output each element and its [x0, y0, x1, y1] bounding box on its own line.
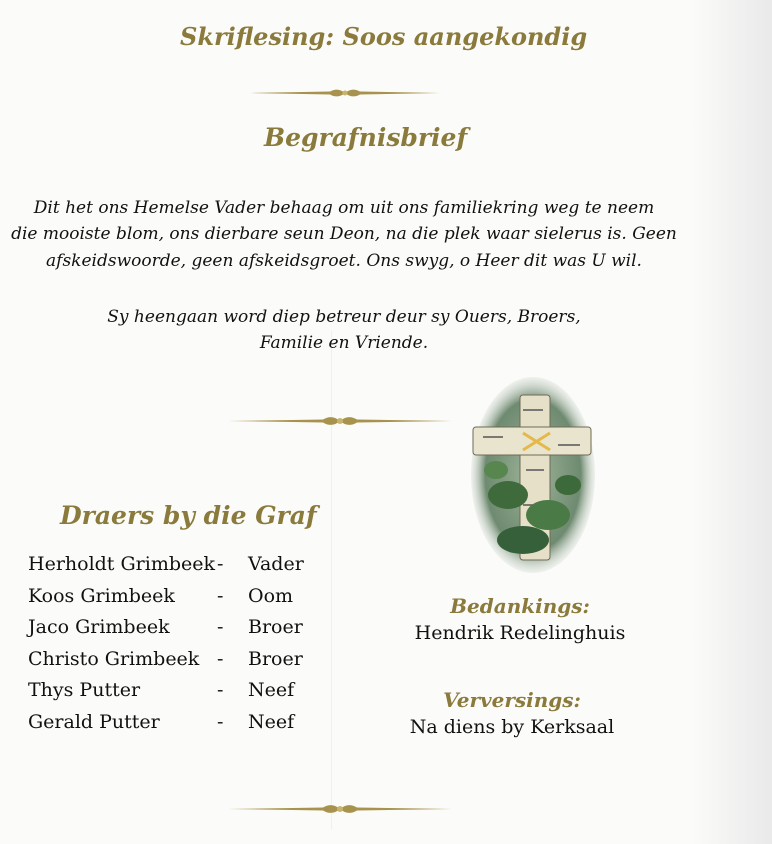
- bearer-dash: -: [217, 584, 224, 607]
- refreshments-block: [392, 688, 632, 738]
- bearer-dash: -: [217, 710, 224, 733]
- letter-line-1: Dit het ons Hemelse Vader behaag om uit ons familiekring weg te neem: [33, 198, 655, 218]
- bearer-name: Christo Grimbeek: [28, 647, 200, 670]
- bearer-name: Gerald Putter: [28, 710, 160, 733]
- bearer-dash: -: [217, 647, 224, 670]
- bearer-relation: Broer: [248, 616, 303, 638]
- bearer-dash: -: [217, 679, 224, 701]
- bearer-name: Jaco Grimbeek: [28, 616, 170, 638]
- mourning-line-2: Familie en Vriende.: [259, 333, 429, 353]
- letter-title: Begrafnisbrief: [264, 123, 468, 152]
- bearer-name: Koos Grimbeek: [28, 584, 175, 607]
- refreshments-title: Verversings:: [443, 688, 581, 712]
- bearer-relation: Vader: [248, 553, 304, 575]
- thanks-block: [400, 594, 640, 644]
- bearers-title: Draers by die Graf: [60, 501, 317, 530]
- letter-line-3: afskeidswoorde, geen afskeidsgroet. Ons swyg, o Heer dit was U wil.: [46, 251, 642, 271]
- ornament-divider-bottom: [228, 801, 452, 817]
- bearer-name: Thys Putter: [28, 679, 141, 701]
- ornament-divider-middle: [228, 413, 452, 429]
- bearer-name: Herholdt Grimbeek: [28, 553, 216, 575]
- mourning-line-1: Sy heengaan word diep betreur deur sy Ouers, Broers,: [107, 307, 581, 327]
- bearer-dash: -: [217, 616, 224, 638]
- bearer-relation: Neef: [248, 679, 295, 701]
- thanks-title: Bedankings:: [450, 594, 590, 618]
- page-edge-shadow: [692, 0, 772, 844]
- bearer-relation: Oom: [248, 584, 294, 607]
- bearer-relation: Neef: [248, 710, 295, 733]
- refreshments-value: Na diens by Kerksaal: [409, 716, 615, 738]
- fold-line: [331, 330, 332, 830]
- letter-line-2: die mooiste blom, ons dierbare seun Deon, na die plek waar sielerus is. Geen: [11, 224, 677, 244]
- bearer-dash: -: [217, 553, 224, 575]
- ornament-divider-top: [250, 86, 440, 100]
- scripture-title: Skriflesing: Soos aangekondig: [180, 22, 588, 51]
- cross-with-ivy-image: [468, 375, 598, 575]
- thanks-name: Hendrik Redelinghuis: [414, 622, 626, 644]
- bearer-relation: Broer: [248, 647, 303, 670]
